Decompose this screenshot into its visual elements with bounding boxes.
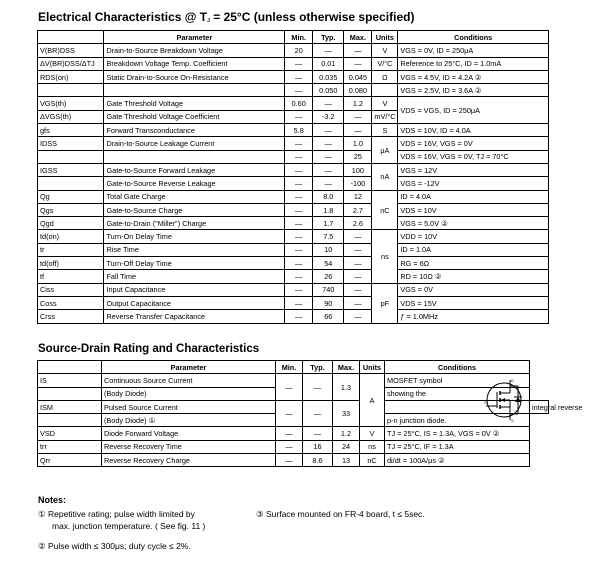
elec-cell-parameter: Output Capacitance bbox=[104, 296, 285, 309]
elec-header-typ: Typ. bbox=[313, 31, 344, 44]
sd-cell-parameter: (Body Diode) bbox=[102, 387, 276, 400]
elec-cell-max: 100 bbox=[344, 163, 372, 176]
sd-cell-min: — bbox=[276, 427, 303, 440]
elec-cell-typ: 26 bbox=[313, 270, 344, 283]
elec-cell-symbol: RDS(on) bbox=[38, 70, 104, 83]
sd-cell-conditions: p-n junction diode. bbox=[385, 414, 530, 427]
note-1-line-2: max. junction temperature. ( See fig. 11 ) bbox=[52, 521, 206, 531]
svg-text:D: D bbox=[511, 378, 514, 383]
sd-cell-min: — bbox=[276, 400, 303, 427]
elec-cell-min: — bbox=[285, 270, 313, 283]
elec-row bbox=[38, 84, 549, 97]
elec-cell-max: — bbox=[344, 257, 372, 270]
elec-cell-max: — bbox=[344, 270, 372, 283]
elec-cell-min: — bbox=[285, 163, 313, 176]
elec-cell-parameter: Input Capacitance bbox=[104, 283, 285, 296]
elec-cell-min: — bbox=[285, 296, 313, 309]
elec-cell-parameter: Drain-to-Source Breakdown Voltage bbox=[104, 44, 285, 57]
elec-cell-typ: -3.2 bbox=[313, 110, 344, 123]
elec-cell-symbol: Ciss bbox=[38, 283, 104, 296]
elec-row bbox=[38, 296, 549, 309]
elec-cell-conditions: VDS = 16V, VGS = 0V, TJ = 70°C bbox=[398, 150, 549, 163]
elec-cell-min: — bbox=[285, 230, 313, 243]
sd-cell-min: — bbox=[276, 440, 303, 453]
elec-cell-symbol bbox=[38, 150, 104, 163]
elec-cell-typ: 7.5 bbox=[313, 230, 344, 243]
elec-header-row bbox=[38, 31, 549, 44]
sd-cell-typ: — bbox=[303, 400, 333, 427]
elec-cell-conditions: VDS = 10V bbox=[398, 203, 549, 216]
note-3: ③ Surface mounted on FR-4 board, t ≤ 5sec. bbox=[256, 509, 425, 519]
elec-cell-symbol bbox=[38, 177, 104, 190]
sd-cell-conditions: integral reverse bbox=[530, 400, 549, 413]
elec-cell-symbol: tf bbox=[38, 270, 104, 283]
elec-cell-symbol: VGS(th) bbox=[38, 97, 104, 110]
elec-cell-conditions: ƒ = 1.0MHz bbox=[398, 310, 549, 323]
sd-cell-parameter: Continuous Source Current bbox=[102, 374, 276, 387]
note-1-line-1: ① Repetitive rating; pulse width limited by bbox=[38, 509, 195, 519]
elec-cell-symbol: IDSS bbox=[38, 137, 104, 150]
elec-title-rest: = 25°C (unless otherwise specified) bbox=[209, 10, 415, 24]
elec-cell-units: nA bbox=[372, 163, 398, 190]
mosfet-symbol-icon bbox=[480, 376, 536, 424]
sd-cell-units: V bbox=[360, 427, 385, 440]
elec-cell-parameter: Forward Transconductance bbox=[104, 124, 285, 137]
elec-cell-min: — bbox=[285, 70, 313, 83]
sd-cell-typ: — bbox=[303, 427, 333, 440]
elec-cell-min: — bbox=[285, 137, 313, 150]
elec-cell-typ: — bbox=[313, 150, 344, 163]
elec-cell-max: 1.0 bbox=[344, 137, 372, 150]
sd-cell-parameter: Reverse Recovery Charge bbox=[102, 454, 276, 467]
elec-cell-conditions: VGS = 2.5V, ID = 3.6A ② bbox=[398, 84, 549, 97]
elec-row bbox=[38, 137, 549, 150]
elec-cell-max: -100 bbox=[344, 177, 372, 190]
elec-row bbox=[38, 257, 549, 270]
elec-cell-typ: 740 bbox=[313, 283, 344, 296]
elec-cell-conditions: VDS = 10V, ID = 4.0A bbox=[398, 124, 549, 137]
elec-cell-symbol: td(on) bbox=[38, 230, 104, 243]
elec-cell-min: 5.8 bbox=[285, 124, 313, 137]
elec-cell-typ: 90 bbox=[313, 296, 344, 309]
sd-cell-max: 13 bbox=[333, 454, 360, 467]
sd-cell-parameter: (Body Diode) ① bbox=[102, 414, 276, 427]
elec-cell-conditions: VGS = 12V bbox=[398, 163, 549, 176]
elec-cell-parameter: Turn-On Delay Time bbox=[104, 230, 285, 243]
elec-cell-conditions: VGS = 5.0V ② bbox=[398, 217, 549, 230]
sd-cell-conditions: showing the bbox=[385, 387, 530, 400]
elec-cell-max: 0.045 bbox=[344, 70, 372, 83]
elec-cell-typ: 0.01 bbox=[313, 57, 344, 70]
elec-cell-max: — bbox=[344, 243, 372, 256]
elec-cell-units bbox=[372, 84, 398, 97]
sd-cell-max: 24 bbox=[333, 440, 360, 453]
sd-header-parameter: Parameter bbox=[102, 361, 276, 374]
elec-cell-max: — bbox=[344, 110, 372, 123]
note-2: ② Pulse width ≤ 300μs; duty cycle ≤ 2%. bbox=[38, 541, 191, 551]
elec-cell-typ: 0.050 bbox=[313, 84, 344, 97]
elec-cell-min: 20 bbox=[285, 44, 313, 57]
elec-cell-units: V bbox=[372, 97, 398, 110]
elec-cell-symbol: IGSS bbox=[38, 163, 104, 176]
sd-cell-conditions: di/dt = 100A/μs ② bbox=[385, 454, 530, 467]
elec-cell-typ: 8.0 bbox=[313, 190, 344, 203]
sd-header-symbol bbox=[38, 361, 102, 374]
elec-cell-symbol: Coss bbox=[38, 296, 104, 309]
elec-cell-parameter: Rise Time bbox=[104, 243, 285, 256]
elec-cell-conditions: VGS = -12V bbox=[398, 177, 549, 190]
elec-cell-units: mV/°C bbox=[372, 110, 398, 123]
elec-cell-parameter: Gate-to-Source Forward Leakage bbox=[104, 163, 285, 176]
elec-cell-min: — bbox=[285, 110, 313, 123]
elec-row bbox=[38, 124, 549, 137]
elec-cell-typ: — bbox=[313, 124, 344, 137]
elec-cell-conditions: Reference to 25°C, ID = 1.0mA bbox=[398, 57, 549, 70]
elec-cell-parameter: Gate-to-Source Reverse Leakage bbox=[104, 177, 285, 190]
sd-cell-typ: 16 bbox=[303, 440, 333, 453]
elec-row bbox=[38, 230, 549, 243]
elec-cell-conditions: VDS = 15V bbox=[398, 296, 549, 309]
sd-cell-parameter: Reverse Recovery Time bbox=[102, 440, 276, 453]
elec-cell-parameter: Fall Time bbox=[104, 270, 285, 283]
elec-cell-min: — bbox=[285, 84, 313, 97]
elec-cell-symbol: Qg bbox=[38, 190, 104, 203]
elec-cell-symbol: V(BR)DSS bbox=[38, 44, 104, 57]
elec-cell-typ: — bbox=[313, 137, 344, 150]
elec-cell-max: 1.2 bbox=[344, 97, 372, 110]
elec-cell-parameter: Breakdown Voltage Temp. Coefficient bbox=[104, 57, 285, 70]
elec-cell-units: V bbox=[372, 44, 398, 57]
elec-cell-units: pF bbox=[372, 283, 398, 323]
elec-cell-typ: 66 bbox=[313, 310, 344, 323]
sd-header-row bbox=[38, 361, 549, 374]
elec-cell-typ: 54 bbox=[313, 257, 344, 270]
sd-header-typ: Typ. bbox=[303, 361, 333, 374]
elec-cell-max: 2.7 bbox=[344, 203, 372, 216]
sd-cell-min: — bbox=[276, 374, 303, 401]
elec-cell-min: — bbox=[285, 150, 313, 163]
sd-cell-parameter: Pulsed Source Current bbox=[102, 400, 276, 413]
elec-cell-max: 0.080 bbox=[344, 84, 372, 97]
elec-cell-min: — bbox=[285, 243, 313, 256]
elec-cell-max: 12 bbox=[344, 190, 372, 203]
sd-cell-symbol: ISM bbox=[38, 400, 102, 413]
elec-cell-max: — bbox=[344, 283, 372, 296]
sd-cell-symbol: trr bbox=[38, 440, 102, 453]
elec-cell-parameter bbox=[104, 150, 285, 163]
elec-cell-min: — bbox=[285, 177, 313, 190]
sd-cell-units: A bbox=[360, 374, 385, 427]
elec-cell-parameter: Gate-to-Drain ("Miller") Charge bbox=[104, 217, 285, 230]
elec-cell-conditions: VDD = 10V bbox=[398, 230, 549, 243]
elec-cell-min: — bbox=[285, 217, 313, 230]
elec-row bbox=[38, 190, 549, 203]
sd-cell-symbol: VSD bbox=[38, 427, 102, 440]
elec-cell-conditions: VGS = 4.5V, ID = 4.2A ② bbox=[398, 70, 549, 83]
elec-cell-max: — bbox=[344, 44, 372, 57]
sd-cell-max: 1.2 bbox=[333, 427, 360, 440]
elec-row bbox=[38, 177, 549, 190]
elec-cell-max: — bbox=[344, 57, 372, 70]
elec-row bbox=[38, 150, 549, 163]
elec-cell-symbol: Crss bbox=[38, 310, 104, 323]
elec-cell-min: — bbox=[285, 190, 313, 203]
elec-cell-symbol: ΔV(BR)DSS/ΔTJ bbox=[38, 57, 104, 70]
elec-cell-parameter: Reverse Transfer Capacitance bbox=[104, 310, 285, 323]
elec-cell-max: — bbox=[344, 310, 372, 323]
elec-cell-typ: — bbox=[313, 97, 344, 110]
elec-cell-typ: — bbox=[313, 44, 344, 57]
elec-header-max: Max. bbox=[344, 31, 372, 44]
sd-cell-conditions: TJ = 25°C, IS = 1.3A, VGS = 0V ② bbox=[385, 427, 530, 440]
sd-cell-max: 1.3 bbox=[333, 374, 360, 401]
elec-cell-typ: 0.035 bbox=[313, 70, 344, 83]
elec-cell-conditions: ID = 4.0A bbox=[398, 190, 549, 203]
sd-row bbox=[38, 440, 549, 453]
elec-cell-conditions: VGS = 0V bbox=[398, 283, 549, 296]
sd-cell-units: ns bbox=[360, 440, 385, 453]
elec-cell-parameter: Gate-to-Source Charge bbox=[104, 203, 285, 216]
elec-row bbox=[38, 44, 549, 57]
sd-cell-symbol: IS bbox=[38, 374, 102, 387]
sd-cell-typ: 8.6 bbox=[303, 454, 333, 467]
elec-header-units: Units bbox=[372, 31, 398, 44]
elec-header-min: Min. bbox=[285, 31, 313, 44]
sd-cell-conditions: TJ = 25°C, IF = 1.3A bbox=[385, 440, 530, 453]
elec-cell-min: — bbox=[285, 57, 313, 70]
elec-cell-parameter: Gate Threshold Voltage bbox=[104, 97, 285, 110]
elec-cell-symbol: ΔVGS(th) bbox=[38, 110, 104, 123]
elec-cell-conditions: VDS = 16V, VGS = 0V bbox=[398, 137, 549, 150]
elec-cell-min: — bbox=[285, 310, 313, 323]
elec-header-conditions: Conditions bbox=[398, 31, 549, 44]
source-drain-title: Source-Drain Rating and Characteristics bbox=[38, 343, 260, 355]
elec-cell-symbol bbox=[38, 84, 104, 97]
sd-cell-typ: — bbox=[303, 374, 333, 401]
elec-cell-parameter: Total Gate Charge bbox=[104, 190, 285, 203]
elec-cell-max: — bbox=[344, 296, 372, 309]
elec-cell-units: ns bbox=[372, 230, 398, 283]
sd-cell-conditions: MOSFET symbol bbox=[385, 374, 530, 387]
sd-cell-max: 33 bbox=[333, 400, 360, 427]
elec-cell-typ: — bbox=[313, 177, 344, 190]
elec-cell-parameter: Drain-to-Source Leakage Current bbox=[104, 137, 285, 150]
elec-cell-conditions: RG = 6Ω bbox=[398, 257, 549, 270]
sd-cell-symbol: Qrr bbox=[38, 454, 102, 467]
elec-cell-conditions: ID = 1.0A bbox=[398, 243, 549, 256]
notes-title: Notes: bbox=[38, 495, 67, 505]
electrical-characteristics-title bbox=[38, 10, 414, 24]
elec-cell-units: S bbox=[372, 124, 398, 137]
elec-cell-min: — bbox=[285, 203, 313, 216]
elec-cell-parameter: Gate Threshold Voltage Coefficient bbox=[104, 110, 285, 123]
elec-cell-parameter bbox=[104, 84, 285, 97]
elec-row bbox=[38, 243, 549, 256]
electrical-characteristics-table bbox=[37, 30, 549, 324]
sd-cell-symbol bbox=[38, 387, 102, 400]
sd-row bbox=[38, 427, 549, 440]
sd-header-units: Units bbox=[360, 361, 385, 374]
elec-cell-symbol: tr bbox=[38, 243, 104, 256]
elec-cell-typ: 10 bbox=[313, 243, 344, 256]
elec-cell-symbol: gfs bbox=[38, 124, 104, 137]
sd-row bbox=[38, 374, 549, 387]
elec-cell-max: 2.6 bbox=[344, 217, 372, 230]
sd-header-min: Min. bbox=[276, 361, 303, 374]
sd-row bbox=[38, 400, 549, 413]
elec-cell-conditions: RD = 10Ω ② bbox=[398, 270, 549, 283]
source-drain-table bbox=[37, 360, 583, 467]
elec-cell-typ: — bbox=[313, 163, 344, 176]
elec-cell-max: — bbox=[344, 124, 372, 137]
elec-cell-symbol: Qgd bbox=[38, 217, 104, 230]
elec-cell-units: V/°C bbox=[372, 57, 398, 70]
sd-cell-symbol bbox=[38, 414, 102, 427]
elec-cell-max: 25 bbox=[344, 150, 372, 163]
elec-cell-conditions: VGS = 0V, ID = 250μA bbox=[398, 44, 549, 57]
elec-row bbox=[38, 163, 549, 176]
elec-title-text: Electrical Characteristics @ T bbox=[38, 10, 208, 24]
elec-row bbox=[38, 70, 549, 83]
elec-cell-symbol: Qgs bbox=[38, 203, 104, 216]
elec-cell-units: nC bbox=[372, 190, 398, 230]
elec-header-symbol bbox=[38, 31, 104, 44]
elec-row bbox=[38, 310, 549, 323]
elec-cell-min: 0.60 bbox=[285, 97, 313, 110]
elec-cell-parameter: Static Drain-to-Source On-Resistance bbox=[104, 70, 285, 83]
svg-text:G: G bbox=[484, 400, 488, 405]
elec-header-parameter: Parameter bbox=[104, 31, 285, 44]
sd-cell-parameter: Diode Forward Voltage bbox=[102, 427, 276, 440]
sd-header-conditions: Conditions bbox=[385, 361, 530, 374]
elec-row bbox=[38, 217, 549, 230]
sd-cell-min: — bbox=[276, 454, 303, 467]
elec-cell-typ: 1.8 bbox=[313, 203, 344, 216]
elec-cell-symbol: td(off) bbox=[38, 257, 104, 270]
elec-cell-min: — bbox=[285, 283, 313, 296]
sd-row bbox=[38, 454, 549, 467]
elec-row bbox=[38, 97, 549, 110]
elec-row bbox=[38, 203, 549, 216]
elec-cell-max: — bbox=[344, 230, 372, 243]
elec-cell-typ: 1.7 bbox=[313, 217, 344, 230]
elec-row bbox=[38, 270, 549, 283]
elec-row bbox=[38, 57, 549, 70]
elec-cell-units: Ω bbox=[372, 70, 398, 83]
svg-text:S: S bbox=[511, 418, 514, 423]
sd-header-max: Max. bbox=[333, 361, 360, 374]
elec-cell-min: — bbox=[285, 257, 313, 270]
elec-title-sub: J bbox=[207, 18, 210, 24]
elec-cell-parameter: Turn-Off Delay Time bbox=[104, 257, 285, 270]
sd-cell-units: nC bbox=[360, 454, 385, 467]
elec-row bbox=[38, 283, 549, 296]
elec-cell-conditions: VDS = VGS, ID = 250μA bbox=[398, 97, 549, 124]
elec-cell-units: μA bbox=[372, 137, 398, 164]
